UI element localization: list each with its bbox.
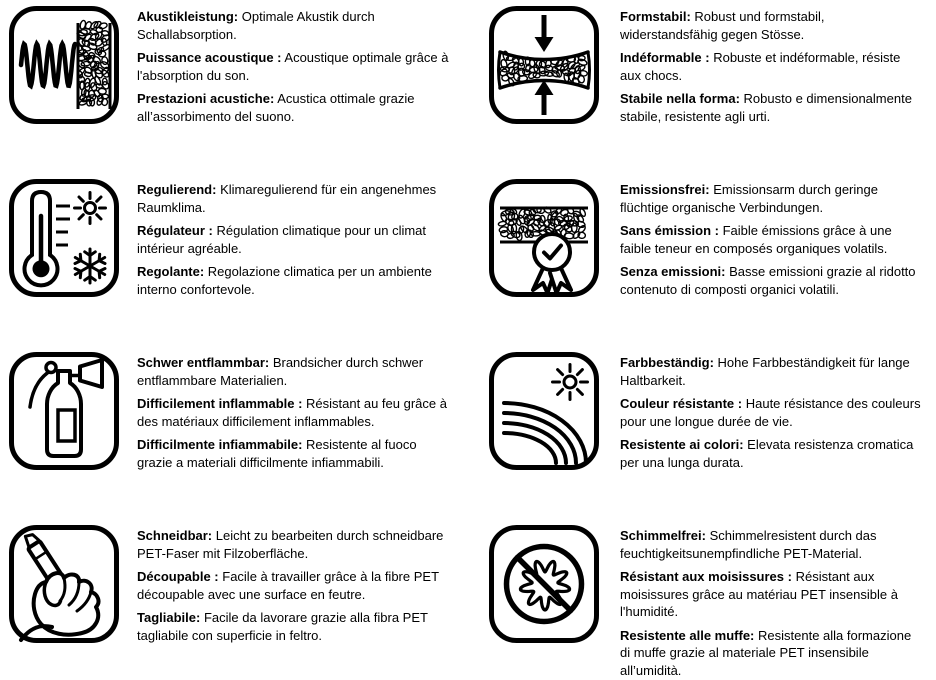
climate-icon	[8, 178, 120, 298]
feature-desc-de: Robust und formstabil, widerstandsfähig gegen Stösse.	[620, 9, 825, 42]
feature-desc-fr: Régulation climatique pour un climat intérieur agréable.	[137, 223, 427, 256]
feature-label-de: Schimmelfrei:	[620, 528, 706, 543]
feature-text-it	[620, 627, 924, 680]
compress-icon	[488, 5, 600, 125]
feature-texts	[620, 524, 924, 680]
feature-label-it: Senza emissioni:	[620, 264, 726, 279]
feature-label-it: Regolante:	[137, 264, 205, 279]
feature-item	[0, 346, 468, 519]
feature-desc-de: Brandsicher durch schwer entflammbare Materialien.	[137, 355, 424, 388]
feature-label-fr: Régulateur :	[137, 223, 213, 238]
feature-item	[468, 346, 936, 519]
feature-label-it: Difficilmente infiammabile:	[137, 437, 303, 452]
feature-label-it: Tagliabile:	[137, 610, 201, 625]
feature-text-it	[137, 436, 455, 471]
feature-desc-fr: Résistant aux moisissures grâce au matériau PET insensible à l'humidité.	[620, 569, 898, 619]
feature-desc-fr: Facile à travailler grâce à la fibre PET découpable avec une surface en feutre.	[137, 569, 439, 602]
feature-text-fr	[620, 222, 924, 257]
feature-label-de: Farbbeständig:	[620, 355, 714, 370]
feature-label-fr: Couleur résistante :	[620, 396, 743, 411]
feature-item	[468, 519, 936, 680]
feature-item	[0, 519, 468, 680]
feature-text-fr	[620, 395, 924, 430]
feature-texts	[137, 351, 455, 477]
feature-desc-de: Klimaregulierend für ein angenehmes Raumklima.	[137, 182, 437, 215]
feature-text-de	[620, 354, 924, 389]
feature-text-de	[620, 527, 924, 562]
feature-texts	[620, 351, 924, 477]
feature-texts	[137, 5, 455, 131]
feature-label-de: Schneidbar:	[137, 528, 213, 543]
no-mold-icon	[488, 524, 600, 644]
feature-label-it: Prestazioni acustiche:	[137, 91, 275, 106]
feature-text-it	[137, 609, 455, 644]
feature-desc-fr: Acoustique optimale grâce à l'absorption du son.	[137, 50, 449, 83]
feature-texts	[620, 178, 924, 304]
feature-text-de	[137, 8, 455, 43]
feature-text-de	[137, 527, 455, 562]
feature-text-it	[137, 90, 455, 125]
emission-icon	[488, 178, 600, 298]
feature-text-fr	[620, 49, 924, 84]
feature-text-de	[620, 181, 924, 216]
feature-text-fr	[137, 49, 455, 84]
feature-text-fr	[620, 568, 924, 621]
feature-desc-de: Emissionsarm durch geringe flüchtige organische Verbindungen.	[620, 182, 878, 215]
feature-label-fr: Puissance acoustique :	[137, 50, 282, 65]
feature-texts	[620, 5, 924, 131]
colorfast-icon	[488, 351, 600, 471]
feature-text-fr	[137, 395, 455, 430]
feature-texts	[137, 524, 455, 650]
feature-desc-de: Leicht zu bearbeiten durch schneidbare PET-Faser mit Filzoberfläche.	[137, 528, 444, 561]
feature-item	[0, 0, 468, 173]
feature-label-de: Regulierend:	[137, 182, 217, 197]
feature-text-it	[137, 263, 455, 298]
feature-desc-it: Resistente alla formazione di muffe grazie al materiale PET insensibile all’umidità.	[620, 627, 912, 678]
feature-desc-fr: Faible émissions grâce à une faible teneur en composés organiques volatils.	[620, 223, 892, 256]
feature-item	[0, 173, 468, 346]
feature-texts	[137, 178, 455, 304]
feature-desc-it: Robusto e dimensionalmente stabile, resistente agli urti.	[620, 91, 912, 124]
feature-text-fr	[137, 222, 455, 257]
feature-desc-de: Hohe Farbbeständigkeit für lange Haltbarkeit.	[620, 355, 910, 388]
acoustic-icon	[8, 5, 120, 125]
feature-label-fr: Résistant aux moisissures :	[620, 569, 792, 584]
feature-desc-it: Elevata resistenza cromatica per una lunga durata.	[620, 437, 914, 470]
feature-label-it: Resistente ai colori:	[620, 437, 744, 452]
feature-desc-fr: Haute résistance des couleurs pour une longue durée de vie.	[620, 396, 921, 429]
feature-desc-fr: Robuste et indéformable, résiste aux chocs.	[620, 50, 901, 83]
feature-text-it	[620, 263, 924, 298]
feature-label-it: Stabile nella forma:	[620, 91, 740, 106]
extinguisher-icon	[8, 351, 120, 471]
feature-desc-fr: Résistant au feu grâce à des matériaux difficilement inflammables.	[137, 396, 447, 429]
feature-label-de: Schwer entflammbar:	[137, 355, 270, 370]
feature-desc-it: Acustica ottimale grazie all’assorbimento del suono.	[137, 91, 415, 124]
feature-label-fr: Sans émission :	[620, 223, 719, 238]
feature-label-de: Akustikleistung:	[137, 9, 239, 24]
feature-label-fr: Difficilement inflammable :	[137, 396, 303, 411]
feature-label-fr: Indéformable :	[620, 50, 710, 65]
feature-desc-de: Schimmelresistent durch das feuchtigkeitsunempfindliche PET-Material.	[620, 528, 877, 561]
feature-desc-it: Resistente al fuoco grazie a materiali difficilmente infiammabili.	[137, 437, 417, 470]
feature-text-it	[620, 436, 924, 471]
feature-text-de	[137, 181, 455, 216]
feature-label-fr: Découpable :	[137, 569, 219, 584]
feature-desc-it: Basse emissioni grazie al ridotto contenuto di composti organici volatili.	[620, 264, 916, 297]
feature-text-de	[137, 354, 455, 389]
feature-label-de: Formstabil:	[620, 9, 691, 24]
feature-desc-it: Regolazione climatica per un ambiente interno confortevole.	[137, 264, 432, 297]
feature-item	[468, 173, 936, 346]
feature-text-de	[620, 8, 924, 43]
feature-label-de: Emissionsfrei:	[620, 182, 710, 197]
feature-item	[468, 0, 936, 173]
feature-desc-de: Optimale Akustik durch Schallabsorption.	[137, 9, 375, 42]
feature-desc-it: Facile da lavorare grazie alla fibra PET tagliabile con superficie in feltro.	[137, 610, 428, 643]
cutter-icon	[8, 524, 120, 644]
feature-label-it: Resistente alle muffe:	[620, 627, 755, 643]
feature-text-it	[620, 90, 924, 125]
feature-text-fr	[137, 568, 455, 603]
